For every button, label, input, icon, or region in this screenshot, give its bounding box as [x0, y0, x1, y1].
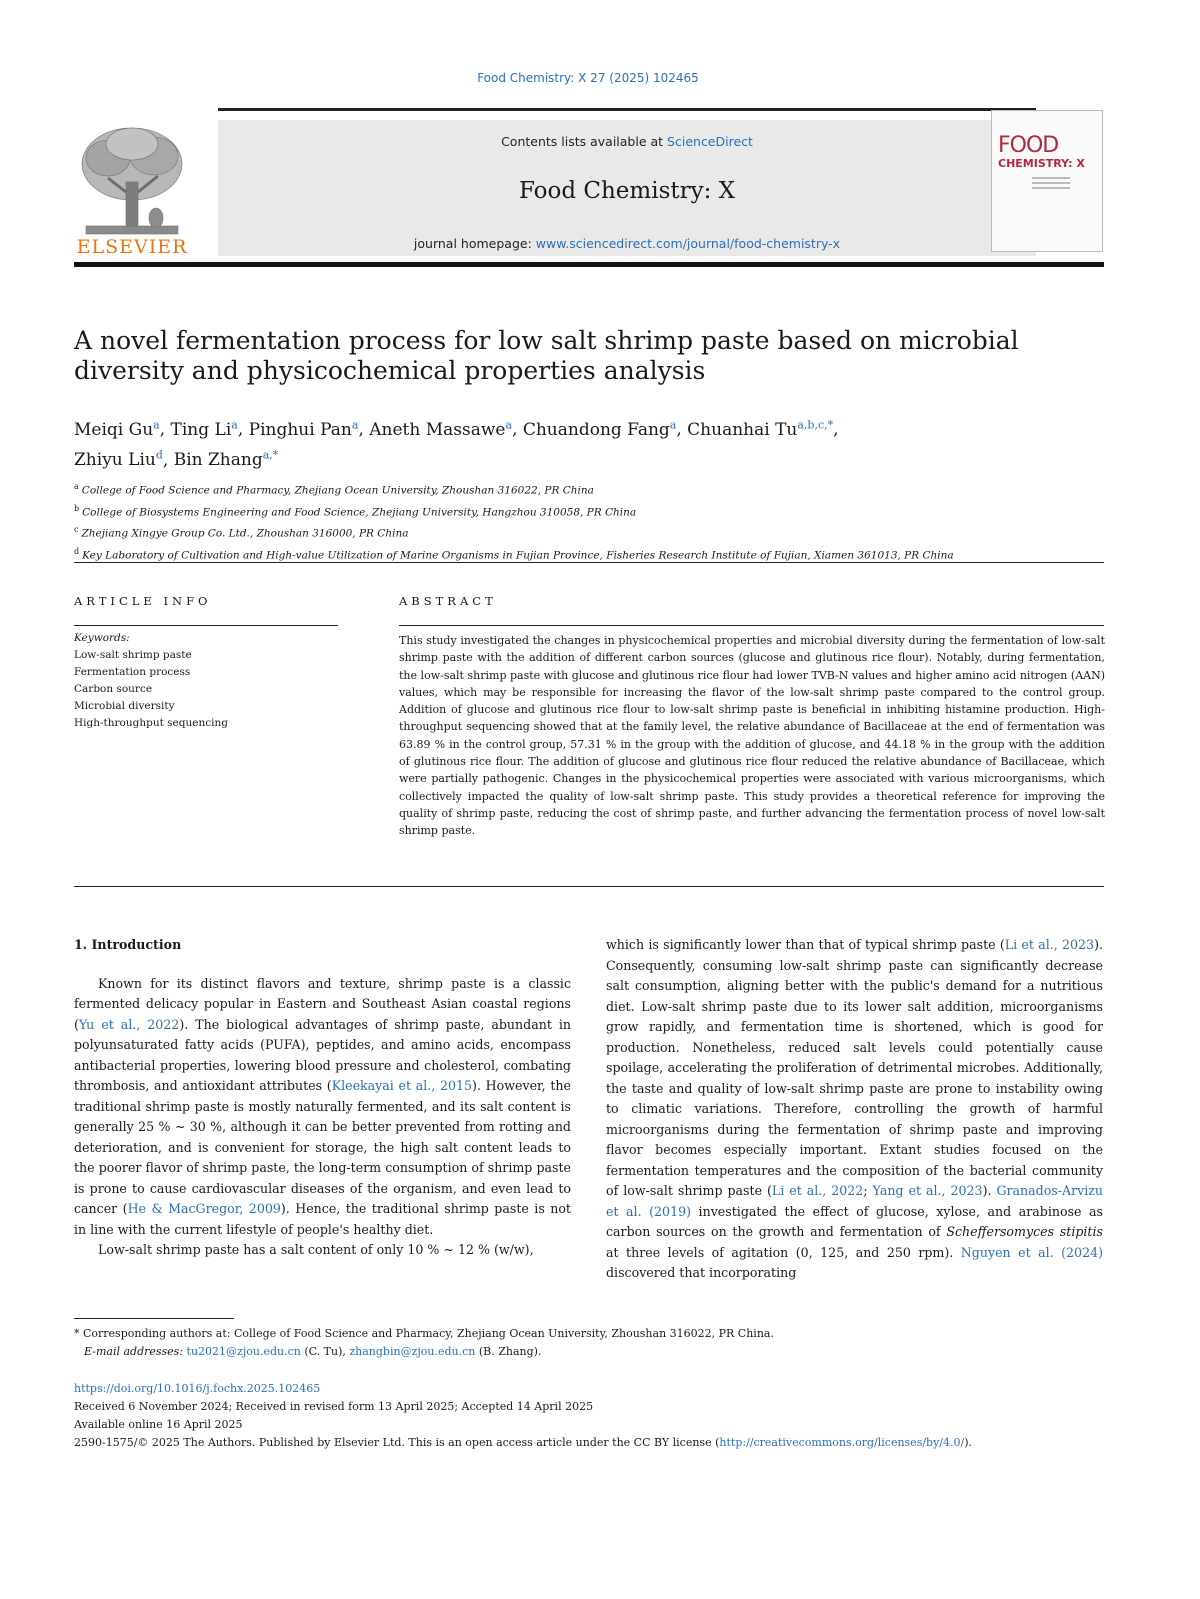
citation-link[interactable]: Li et al., 2023 [1004, 937, 1095, 952]
author[interactable]: Chuandong Fang$^a$ [522, 418, 677, 440]
email-note: E-mail addresses: tu2021@zjou.edu.cn (C. Tu), zhangbin@zjou.edu.cn (B. Zhang). [84, 1345, 542, 1358]
abstract-heading: ABSTRACT [399, 594, 497, 608]
doi-link[interactable]: https://doi.org/10.1016/j.fochx.2025.102465 [74, 1382, 321, 1395]
citation-link[interactable]: Granados-Arvizu et al. (2019) [606, 1183, 1104, 1219]
journal-citation[interactable]: Food Chemistry: X 27 (2025) 102465 [477, 71, 699, 85]
received-dates: Received 6 November 2024; Received in revised form 13 April 2025; Accepted 14 April 2025 [74, 1400, 594, 1413]
available-online: Available online 16 April 2025 [74, 1418, 243, 1431]
body-paragraph: which is significantly lower than that of typical shrimp paste (Li et al., 2023). Consequently, consuming low-salt shrimp paste can significantly decrease salt consumption, aligning better with the public's demand for a nutritious diet. Low-salt shrimp paste due to its lower salt addition, microorganisms grow rapidly, and fermentation time is shortened, which is good for production. Nonetheless, reduced salt levels could potentially cause spoilage, accelerating the proliferation of detrimental microbes. Additionally, the taste and quality of low-salt shrimp paste are prone to instability owing to climatic variations. Therefore, controlling the growth of harmful microorganisms during the fermentation of shrimp paste and improving flavor becomes especially important. Extant studies focused on the fermentation temperatures and the composition of the bacterial community of low-salt shrimp paste (Li et al., 2022; Yang et al., 2023). Granados-Arvizu et al. (2019) investigated the effect of glucose, xylose, and arabinose as carbon sources on the growth and fermentation of Scheffersomyces stipitis at three levels of agitation (0, 125, and 250 rpm). Nguyen et al. (2024) discovered that incorporating [606, 937, 1104, 1280]
citation-link[interactable]: Kleekayai et al., 2015 [331, 1078, 473, 1093]
journal-cover-thumbnail [991, 110, 1103, 252]
affiliation: $^c$ Zhejiang Xingye Group Co. Ltd., Zhoushan 316000, PR China [74, 525, 409, 540]
corresponding-author-note: * Corresponding authors at: College of Food Science and Pharmacy, Zhejiang Ocean University, Zhoushan 316022, PR China. [74, 1327, 774, 1340]
section-divider [74, 562, 1104, 563]
author[interactable]: Aneth Massawe$^a$ [369, 418, 513, 440]
body-paragraph: Low-salt shrimp paste has a salt content of only 10 % ~ 12 % (w/w), [98, 1242, 534, 1257]
sciencedirect-link[interactable]: ScienceDirect [667, 134, 753, 149]
header-top-rule [218, 108, 1036, 111]
author[interactable]: Zhiyu Liu$^d$ [74, 448, 163, 471]
citation-link[interactable]: Yang et al., 2023 [872, 1183, 983, 1198]
footnotes [74, 1325, 1114, 1361]
cover-title-chemistry: CHEMISTRY: X [998, 157, 1085, 170]
keywords-block [74, 630, 354, 732]
publication-info [74, 1380, 1114, 1452]
article-title: A novel fermentation process for low salt shrimp paste based on microbial diversity and physicochemical properties analysis [74, 326, 1019, 385]
elsevier-wordmark: ELSEVIER [76, 236, 188, 258]
keyword: Fermentation process [74, 666, 191, 678]
keyword: Microbial diversity [74, 700, 175, 712]
cover-title-food: FOOD [998, 133, 1059, 158]
license-line: 2590-1575/© 2025 The Authors. Published by Elsevier Ltd. This is an open access article under the CC BY license (http://creativecommons.org/licenses/by/4.0/). [74, 1436, 973, 1449]
journal-homepage-line [218, 236, 1036, 251]
homepage-prefix: journal homepage: [413, 236, 536, 251]
abstract-bottom-rule [74, 886, 1104, 887]
keyword: Low-salt shrimp paste [74, 649, 192, 661]
journal-name: Food Chemistry: X [518, 178, 736, 204]
elsevier-tree-logo [74, 122, 190, 254]
keywords-label: Keywords: [74, 632, 130, 644]
article-info-rule [74, 625, 338, 626]
body-paragraph: Known for its distinct flavors and texture, shrimp paste is a classic fermented delicacy popular in Eastern and Southeast Asian coastal regions (Yu et al., 2022). The biological advantages of shrimp paste, abundant in polyunsaturated fatty acids (PUFA), peptides, and amino acids, encompass antibacterial properties, lowering blood pressure and cholesterol, combating thrombosis, and antioxidant attributes (Kleekayai et al., 2015). However, the traditional shrimp paste is mostly naturally fermented, and its salt content is generally 25 % ~ 30 %, although it can be better prevented from rotting and deterioration, and is convenient for storage, the high salt content leads to the poorer flavor of shrimp paste, the long-term consumption of shrimp paste is prone to cause cardiovascular diseases of the organism, and even lead to cancer (He & MacGregor, 2009). Hence, the traditional shrimp paste is not in line with the current lifestyle of people's healthy diet. [74, 975, 571, 1237]
journal-header [74, 108, 1104, 264]
cover-text-lines [1032, 177, 1070, 192]
header-bottom-rule [74, 262, 1104, 267]
contents-availability-line [218, 134, 1036, 149]
citation-link[interactable]: Li et al., 2022 [771, 1183, 864, 1198]
species-name: Scheffersomyces stipitis [946, 1224, 1103, 1239]
section-heading-introduction: 1. Introduction [74, 937, 182, 952]
abstract-text: This study investigated the changes in physicochemical properties and microbial diversity during the fermentation of low-salt shrimp paste with the addition of different carbon sources (glucose and glutinous rice flour). Notably, during fermentation, the low-salt shrimp paste with glucose and glutinous rice flour had lower TVB-N values and higher amino acid nitrogen (AAN) values, which may be responsible for increasing the flavor of the low-salt shrimp paste compared to the control group. Addition of glucose and glutinous rice flour to low-salt shrimp paste is beneficial in inhibiting histamine production. High-throughput sequencing showed that at the family level, the relative abundance of Bacillaceae at the end of fermentation was 63.89 % in the control group, 57.31 % in the group with the addition of glucose, and 44.18 % in the group with the addition of glutinous rice flour. The addition of glucose and glutinous rice flour reduced the relative abundance of Bacillaceae, which were partially pathogenic. Changes in the physicochemical properties were associated with various microorganisms, which collectively impacted the quality of low-salt shrimp paste. This study provides a theoretical reference for improving the quality of shrimp paste, reducing the cost of shrimp paste, and further advancing the fermentation process of novel low-salt shrimp paste. [399, 634, 1105, 838]
affiliation-list [74, 478, 1114, 564]
author[interactable]: Chuanhai $Tu^{a,b,c,*}$ [687, 418, 834, 440]
license-link[interactable]: http://creativecommons.org/licenses/by/4.0/ [719, 1436, 965, 1449]
article-info-heading: ARTICLE INFO [74, 594, 212, 608]
author-list: Meiqi Gu$^a$, Ting Li$^a$, Pinghui Pan$^a$, Aneth Massawe$^a$, Chuandong Fang$^a$, Chuanhai $Tu^{a,b,c,*}$, Zhiyu Liu$^d$, Bin Zhang$^{a,*}$ [74, 418, 839, 471]
email-label: E-mail addresses: [84, 1345, 184, 1358]
body-column-right [606, 935, 1103, 1284]
citation-link[interactable]: Nguyen et al. (2024) [960, 1244, 1104, 1260]
affiliation: $^a$ College of Food Science and Pharmacy, Zhejiang Ocean University, Zhoushan 316022, PR China [74, 482, 594, 497]
footnote-rule [74, 1318, 234, 1319]
citation-link[interactable]: He & MacGregor, 2009 [127, 1201, 281, 1216]
email-link[interactable]: tu2021@zjou.edu.cn [186, 1345, 301, 1358]
contents-prefix: Contents lists available at [501, 134, 668, 149]
affiliation: $^b$ College of Biosystems Engineering and Food Science, Zhejiang University, Hangzhou 310058, PR China [74, 503, 637, 518]
journal-homepage-link[interactable]: www.sciencedirect.com/journal/food-chemistry-x [535, 236, 841, 251]
author[interactable]: Bin Zhang$^{a,*}$ [173, 448, 279, 471]
body-column-left [74, 935, 571, 1261]
affiliation: $^d$ Key Laboratory of Cultivation and High-value Utilization of Marine Organisms in Fujian Province, Fisheries Research Institute of Fujian, Xiamen 361013, PR China [74, 546, 954, 561]
author[interactable]: Meiqi Gu$^a$ [74, 418, 160, 440]
author[interactable]: Pinghui Pan$^a$ [248, 418, 359, 440]
email-link[interactable]: zhangbin@zjou.edu.cn [349, 1345, 476, 1358]
keyword: High-throughput sequencing [74, 717, 228, 729]
keyword: Carbon source [74, 683, 153, 695]
author[interactable]: Ting Li$^a$ [170, 418, 238, 440]
journal-header-band [218, 120, 1036, 256]
abstract-rule [399, 625, 1104, 626]
citation-link[interactable]: Yu et al., 2022 [78, 1016, 180, 1032]
